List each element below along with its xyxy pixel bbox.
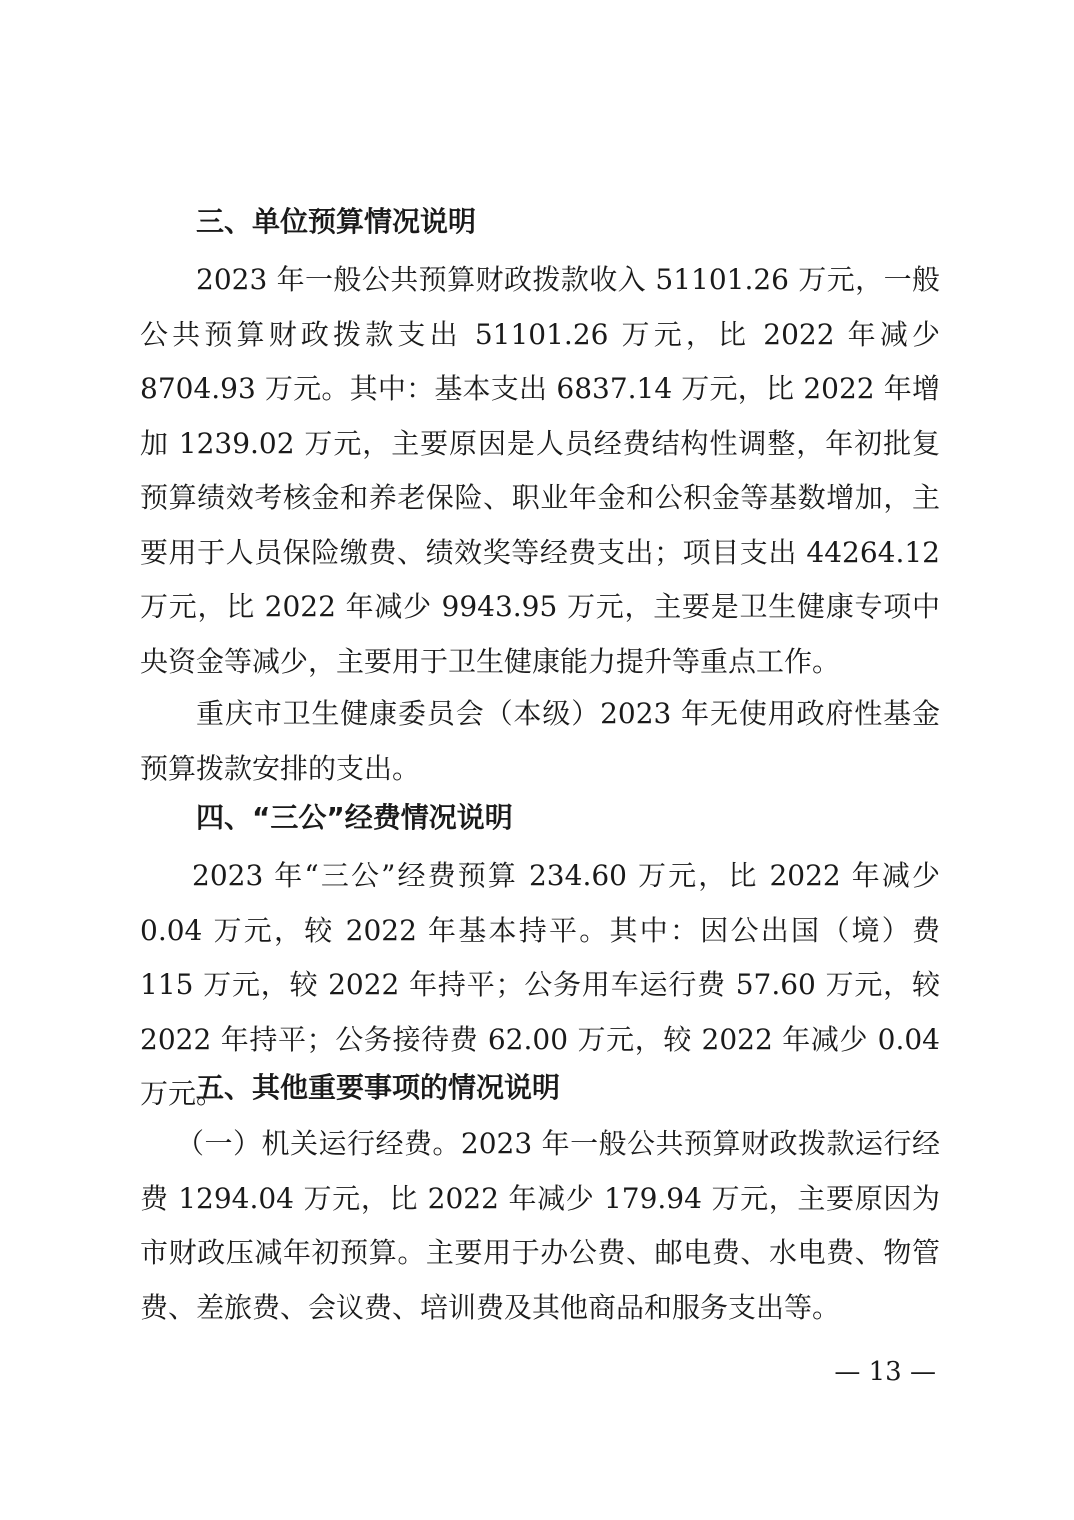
- section-heading-budget: 三、单位预算情况说明: [196, 205, 477, 238]
- paragraph-three-public-expenses: 2023 年“三公”经费预算 234.60 万元，比 2022 年减少 0.04 万元，较 2022 年基本持平。其中：因公出国（境）费 115 万元，较 2022 年持平；公务用车运行费 57.60 万元，较 2022 年持平；公务接待费 62.00 万元，较 2022 年减少 0.04 万元。: [140, 859, 940, 1110]
- paragraph-budget-details: 2023 年一般公共预算财政拨款收入 51101.26 万元，一般公共预算财政拨款支出 51101.26 万元，比 2022 年减少 8704.93 万元。其中：基本支出 6837.14 万元，比 2022 年增加 1239.02 万元，主要原因是人员经费结构性调整，年初批复预算绩效考核金和养老保险、职业年金和公积金等基数增加，主要用于人员保险缴费、绩效奖等经费支出；项目支出 44264.12 万元，比 2022 年减少 9943.95 万元，主要是卫生健康专项中央资金等减少，主要用于卫生健康能力提升等重点工作。: [140, 263, 940, 678]
- paragraph-government-fund: 重庆市卫生健康委员会（本级）2023 年无使用政府性基金预算拨款安排的支出。: [140, 697, 940, 785]
- section-heading-other-matters: 五、其他重要事项的情况说明: [196, 1071, 561, 1104]
- paragraph-operating-expenses: （一）机关运行经费。2023 年一般公共预算财政拨款运行经费 1294.04 万元，比 2022 年减少 179.94 万元，主要原因为市财政压减年初预算。主要用于办公费、邮电费、水电费、物管费、差旅费、会议费、培训费及其他商品和服务支出等。: [140, 1127, 940, 1324]
- section-heading-three-public-expenses: 四、“三公”经费情况说明: [196, 801, 513, 834]
- page-number: — 13 —: [834, 1357, 936, 1387]
